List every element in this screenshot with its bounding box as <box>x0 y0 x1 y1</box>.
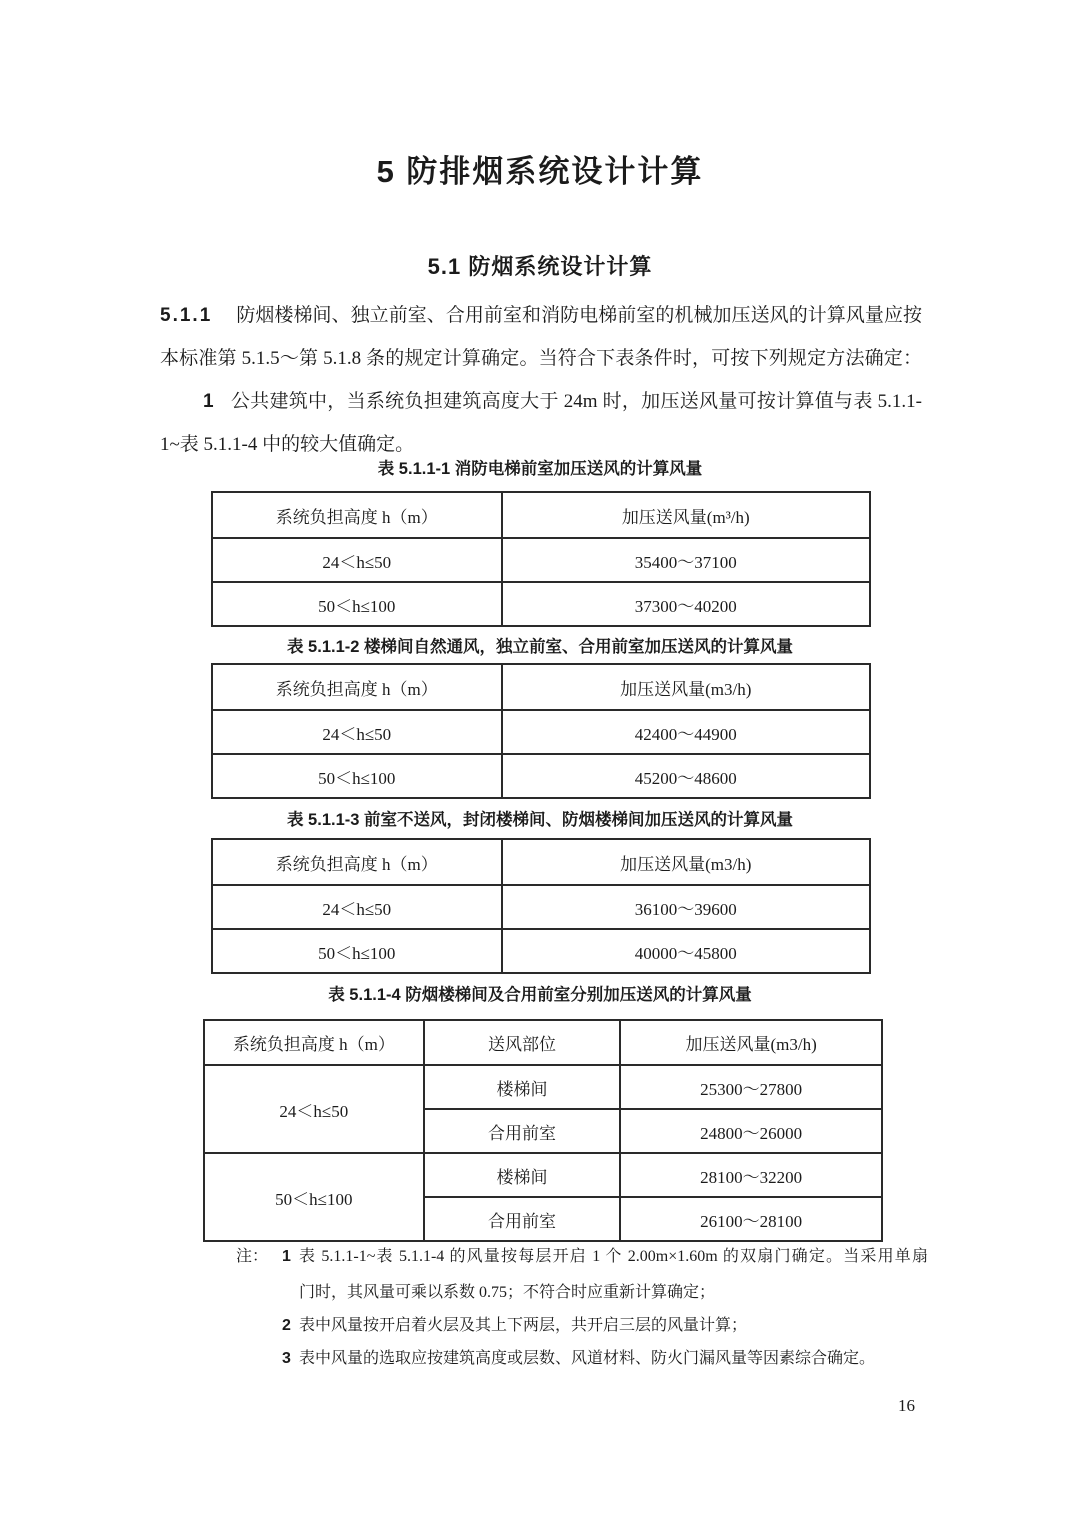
table-cell: 35400～37100 <box>502 538 870 582</box>
table-5-1-1-2 <box>211 663 871 799</box>
table-header-cell: 系统负担高度 h（m） <box>204 1020 424 1065</box>
table-row <box>204 1020 882 1065</box>
page-number: 16 <box>898 1396 915 1415</box>
notes-label: 注： <box>236 1248 269 1265</box>
table-cell: 28100～32200 <box>620 1153 882 1197</box>
note-indent <box>236 1342 282 1375</box>
table-cell: 50＜h≤100 <box>212 582 502 626</box>
note-2-text: 表中风量按开启着火层及其上下两层，共开启三层的风量计算； <box>299 1317 748 1334</box>
table-cell: 36100～39600 <box>502 885 870 929</box>
table-4-caption: 表 5.1.1-4 防烟楼梯间及合用前室分别加压送风的计算风量 <box>328 986 752 1004</box>
table-row <box>212 754 870 798</box>
body-text <box>160 294 922 466</box>
table-cell-height-range: 24＜h≤50 <box>204 1065 424 1153</box>
table-header-cell: 系统负担高度 h（m） <box>212 839 502 885</box>
table-cell: 37300～40200 <box>502 582 870 626</box>
table-cell: 50＜h≤100 <box>212 929 502 973</box>
item-1-line-1 <box>160 380 922 423</box>
clause-line-1 <box>160 294 922 337</box>
table-cell: 24＜h≤50 <box>212 710 502 754</box>
note-1-number: 1 <box>282 1248 291 1265</box>
clause-line-2 <box>160 337 922 380</box>
table-row <box>212 492 870 538</box>
table-row <box>212 885 870 929</box>
clause-number: 5.1.1 <box>160 305 213 326</box>
chapter-title: 5 防排烟系统设计计算 <box>376 153 704 189</box>
table-cell: 24＜h≤50 <box>212 538 502 582</box>
table-cell-height-range: 50＜h≤100 <box>204 1153 424 1241</box>
table-3-caption: 表 5.1.1-3 前室不送风，封闭楼梯间、防烟楼梯间加压送风的计算风量 <box>286 811 794 829</box>
table-header-cell: 加压送风量(m3/h) <box>620 1020 882 1065</box>
note-3-number: 3 <box>282 1350 291 1367</box>
section-title: 5.1 防烟系统设计计算 <box>427 254 653 280</box>
item-1-text-1: 公共建筑中，当系统负担建筑高度大于 24m 时，加压送风量可按计算值与表 5.1.1- <box>230 391 922 412</box>
table-row <box>212 839 870 885</box>
item-1-text-2: 1~表 5.1.1-4 中的较大值确定。 <box>160 434 415 455</box>
table-cell: 42400～44900 <box>502 710 870 754</box>
item-1-number: 1 <box>203 391 214 412</box>
table-cell: 45200～48600 <box>502 754 870 798</box>
table-header-cell: 加压送风量(m³/h) <box>502 492 870 538</box>
table-row <box>212 582 870 626</box>
note-indent <box>236 1276 299 1309</box>
table-row <box>212 664 870 710</box>
table-2-caption: 表 5.1.1-2 楼梯间自然通风，独立前室、合用前室加压送风的计算风量 <box>286 638 794 656</box>
note-1-text-1: 表 5.1.1-1~表 5.1.1-4 的风量按每层开启 1 个 2.00m×1.60m 的双扇门确定。当采用单扇 <box>299 1248 928 1265</box>
table-cell: 26100～28100 <box>620 1197 882 1241</box>
table-5-1-1-1 <box>211 491 871 627</box>
table-header-cell: 加压送风量(m3/h) <box>502 839 870 885</box>
table-5-1-1-4 <box>203 1019 883 1242</box>
note-2-line <box>236 1309 928 1342</box>
table-row <box>212 538 870 582</box>
clause-text-1: 防烟楼梯间、独立前室、合用前室和消防电梯前室的机械加压送风的计算风量应按 <box>236 305 922 326</box>
note-indent <box>236 1309 282 1342</box>
table-header-cell: 加压送风量(m3/h) <box>502 664 870 710</box>
table-cell: 24800～26000 <box>620 1109 882 1153</box>
note-1-line-2 <box>236 1276 928 1309</box>
table-row <box>212 710 870 754</box>
table-cell: 楼梯间 <box>424 1153 621 1197</box>
table-header-cell: 送风部位 <box>424 1020 621 1065</box>
table-cell: 合用前室 <box>424 1197 621 1241</box>
table-header-cell: 系统负担高度 h（m） <box>212 492 502 538</box>
table-cell: 合用前室 <box>424 1109 621 1153</box>
table-row <box>204 1065 882 1109</box>
table-row <box>212 929 870 973</box>
table-notes <box>236 1240 928 1375</box>
table-cell: 50＜h≤100 <box>212 754 502 798</box>
table-cell: 40000～45800 <box>502 929 870 973</box>
note-2-number: 2 <box>282 1317 291 1334</box>
table-cell: 24＜h≤50 <box>212 885 502 929</box>
table-cell: 楼梯间 <box>424 1065 621 1109</box>
table-cell: 25300～27800 <box>620 1065 882 1109</box>
table-5-1-1-3 <box>211 838 871 974</box>
note-1-line-1 <box>236 1240 928 1273</box>
table-header-cell: 系统负担高度 h（m） <box>212 664 502 710</box>
note-3-text: 表中风量的选取应按建筑高度或层数、风道材料、防火门漏风量等因素综合确定。 <box>299 1350 876 1367</box>
table-row <box>204 1153 882 1197</box>
note-1-text-2: 门时，其风量可乘以系数 0.75；不符合时应重新计算确定； <box>299 1284 716 1301</box>
table-1-caption: 表 5.1.1-1 消防电梯前室加压送风的计算风量 <box>377 460 703 478</box>
clause-text-2: 本标准第 5.1.5～第 5.1.8 条的规定计算确定。当符合下表条件时，可按下列规定方法确定： <box>160 348 922 369</box>
note-3-line <box>236 1342 928 1375</box>
